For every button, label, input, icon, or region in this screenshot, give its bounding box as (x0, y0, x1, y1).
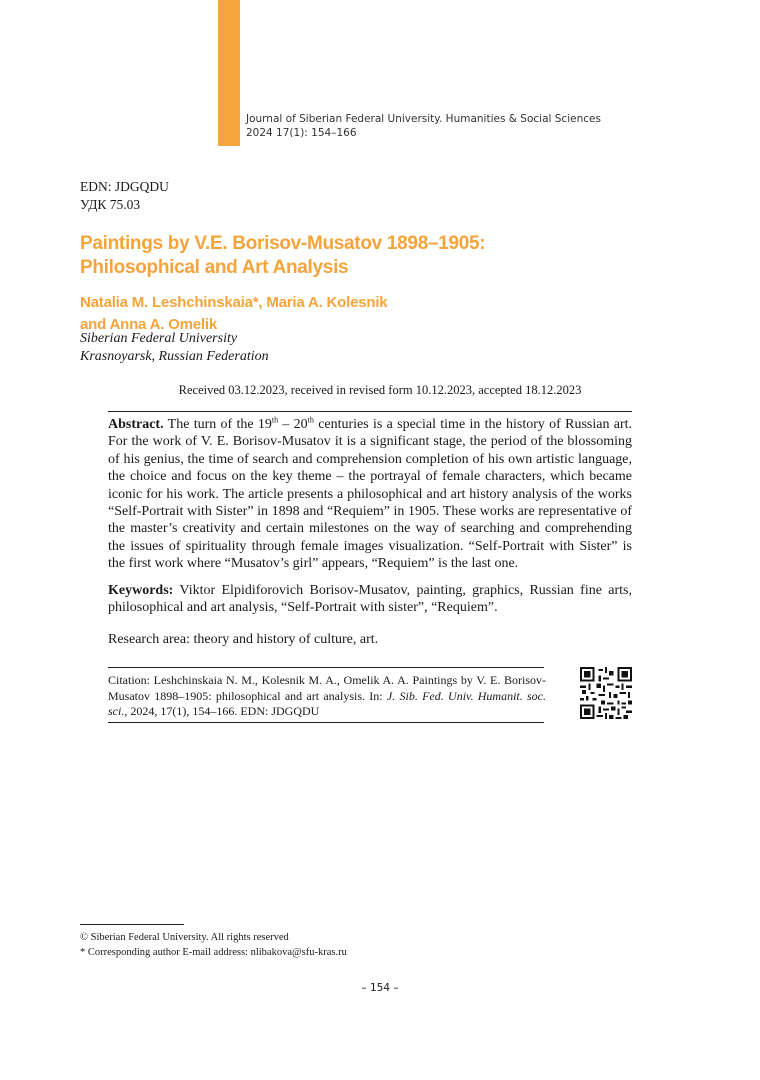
abstract-sup-2: th (307, 415, 314, 425)
affiliation-org: Siberian Federal University (80, 331, 238, 346)
citation-bottom-rule (108, 722, 544, 723)
title-line-1: Paintings by V.E. Borisov-Musatov 1898–1905: (80, 233, 486, 254)
abstract-text-mid: – 20 (278, 417, 308, 432)
qr-code-icon[interactable] (580, 667, 632, 719)
authors-line-2: and Anna A. Omelik (80, 316, 217, 333)
abstract (108, 416, 632, 573)
header-accent-bar (218, 0, 240, 146)
udk-id: УДК 75.03 (80, 197, 141, 212)
title-line-2: Philosophical and Art Analysis (80, 257, 349, 278)
edn-id: EDN: JDGQDU (80, 179, 169, 194)
page-number: – 154 – (361, 982, 399, 994)
abstract-sup-1: th (271, 415, 279, 425)
keywords (108, 582, 632, 617)
journal-name: Journal of Siberian Federal University. Humanities & Social Sciences (246, 113, 601, 125)
abstract-text-start: The turn of the 19 (163, 417, 272, 432)
keywords-label: Keywords: (108, 583, 174, 598)
abstract-label: Abstract. (108, 417, 164, 432)
article-title (80, 232, 485, 280)
corresponding-author-note: * Corresponding author E-mail address: nlibakova@sfu-kras.ru (80, 947, 347, 958)
journal-volume: 2024 17(1): 154–166 (246, 127, 357, 139)
affiliation-place: Krasnoyarsk, Russian Federation (80, 349, 269, 364)
citation-prefix: Citation: Leshchinskaia N. M., Kolesnik M. A., Omelik A. A. Paintings by V. E. Borisov-Musatov 1898–1905: philosophical and art analysis. In: (108, 673, 546, 703)
citation (108, 673, 546, 720)
copyright-note: © Siberian Federal University. All rights reserved (80, 932, 289, 943)
journal-header (246, 112, 601, 140)
citation-top-rule (108, 667, 544, 668)
footnote-rule (80, 924, 184, 925)
research-area: Research area: theory and history of culture, art. (108, 632, 379, 647)
abstract-top-rule (108, 411, 632, 412)
affiliation (80, 330, 269, 366)
citation-suffix: , 2024, 17(1), 154–166. EDN: JDGQDU (124, 704, 320, 718)
received-dates: Received 03.12.2023, received in revised form 10.12.2023, accepted 18.12.2023 (178, 383, 582, 397)
abstract-text-rest: centuries is a special time in the history of Russian art. For the work of V. E. Borisov-Musatov it is a significant stage, the period of the blossoming of his genius, the time of search and comprehension completion of his own artistic language, the choice and focus on the key theme – the portrayal of female characters, which became iconic for his work. The article presents a philosophical and art history analysis of the works “Self-Portrait with Sister” in 1898 and “Requiem” in 1905. These works are representative of the master’s creativity and certain milestones on the way of searching and comprehending the issues of spirituality through female images visualization. “Self-Portrait with Sister” is the first work where “Musatov’s girl” appears, “Requiem” is the last one. (108, 417, 633, 572)
identifiers (80, 178, 169, 214)
authors-line-1: Natalia M. Leshchinskaia*, Maria A. Kolesnik (80, 294, 388, 311)
footnotes (80, 930, 347, 960)
keywords-text: Viktor Elpidiforovich Borisov-Musatov, painting, graphics, Russian fine arts, philosophical and art analysis, “Self-Portrait with sister”, “Requiem”. (108, 583, 632, 616)
citation-journal: J. Sib. Fed. Univ. Humanit. soc. sci. (108, 688, 547, 718)
